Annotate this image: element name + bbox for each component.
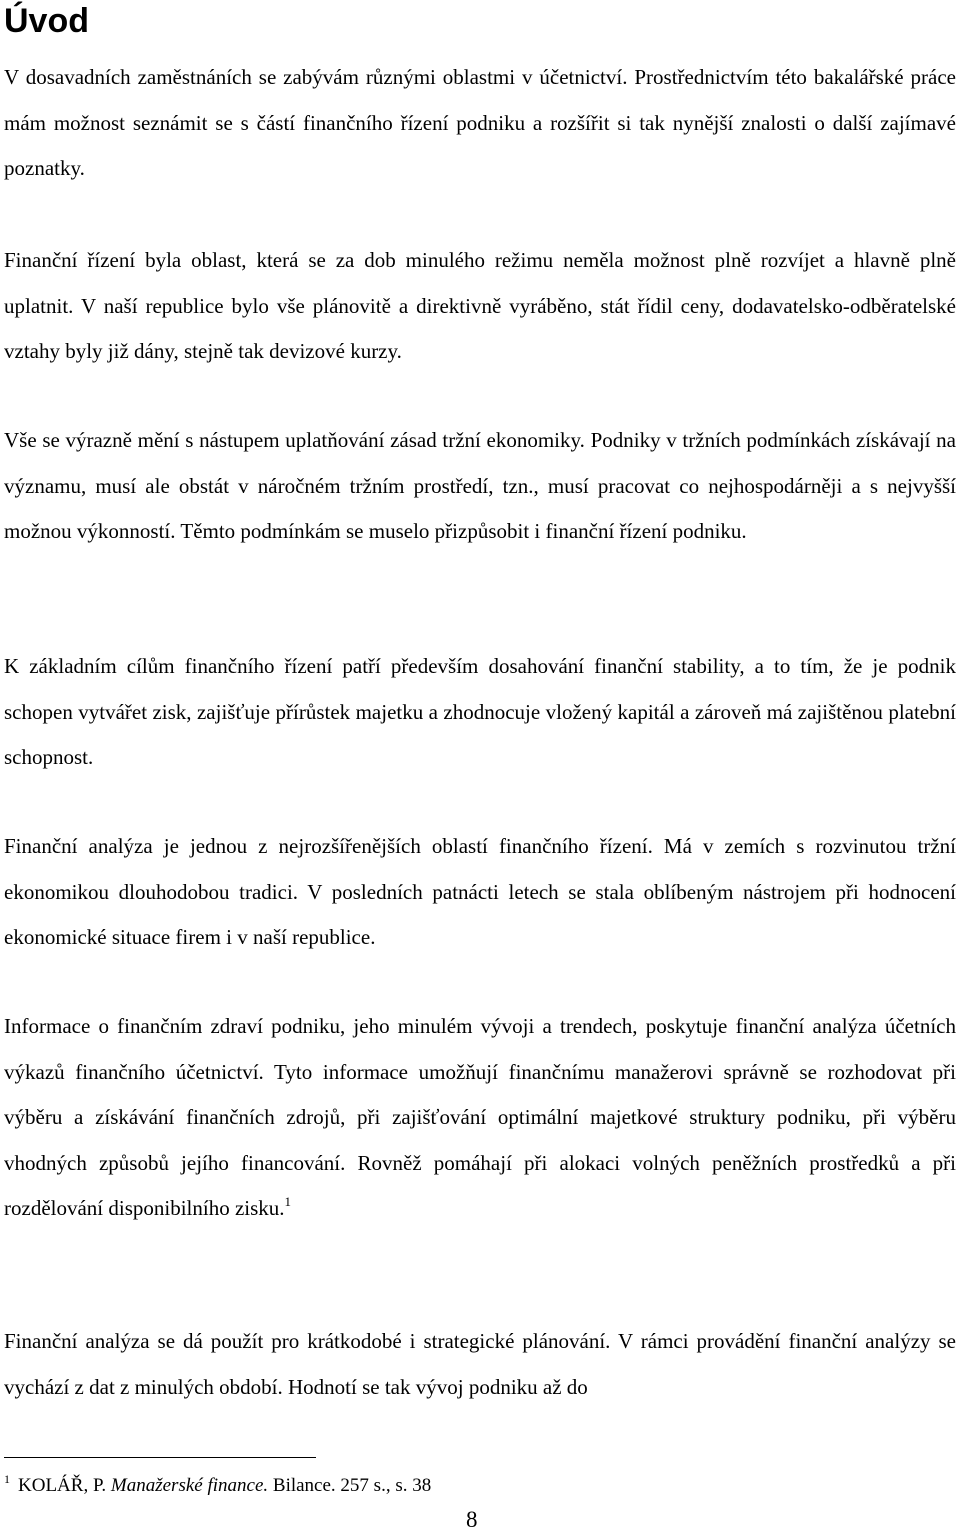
paragraph-financial-analysis: Finanční analýza je jednou z nejrozšířenějších oblastí finančního řízení. Má v zemích s rozvinutou tržní ekonomikou dlouhodobou tradici. V posledních patnácti letech se stala oblíbeným nástrojem při hodnocení ekonomické situace firem i v naší republice. [4, 834, 956, 949]
paragraph-planning: Finanční analýza se dá použít pro krátkodobé i strategické plánování. V rámci provádění finanční analýzy se vychází z dat z minulých období. Hodnotí se tak vývoj podniku až do [4, 1329, 956, 1399]
paragraph-information [4, 1004, 956, 1232]
paragraph-intro: V dosavadních zaměstnáních se zabývám různými oblastmi v účetnictví. Prostřednictvím této bakalářské práce mám možnost seznámit se s částí finančního řízení podniku a rozšířit si tak nynější znalosti o další zajímavé poznatky. [4, 65, 956, 180]
footnote [4, 1474, 431, 1498]
page-heading: Úvod [4, 2, 89, 40]
footnote-separator [4, 1457, 316, 1458]
footnote-author: KOLÁŘ, P. [18, 1475, 107, 1496]
page-number: 8 [466, 1507, 478, 1532]
footnote-details: Bilance. 257 s., s. 38 [272, 1475, 432, 1496]
paragraph-market-economy: Vše se výrazně mění s nástupem uplatňování zásad tržní ekonomiky. Podniky v tržních podmínkách získávají na významu, musí ale obstát v náročném tržním prostředí, tzn., musí pracovat co nejhospodárněji a s nejvyšší možnou výkonností. Těmto podmínkám se muselo přizpůsobit i finanční řízení podniku. [4, 428, 956, 543]
paragraph-financial-management-history: Finanční řízení byla oblast, která se za dob minulého režimu neměla možnost plně rozvíjet a hlavně plně uplatnit. V naší republice bylo vše plánovitě a direktivně vyráběno, stát řídil ceny, dodavatelsko-odběratelské vztahy byly již dány, stejně tak devizové kurzy. [4, 248, 956, 363]
paragraph-goals: K základním cílům finančního řízení patří především dosahování finanční stability, a to tím, že je podnik schopen vytvářet zisk, zajišťuje přírůstek majetku a zhodnocuje vložený kapitál a zároveň má zajištěnou platební schopnost. [4, 654, 956, 769]
footnote-title: Manažerské finance. [110, 1475, 269, 1496]
paragraph-information-text: Informace o finančním zdraví podniku, jeho minulém vývoji a trendech, poskytuje finanční analýza účetních výkazů finančního účetnictví. Tyto informace umožňují finančnímu manažerovi správně se rozhodovat při výběru a získávání finančních zdrojů, při zajišťování optimální majetkové struktury podniku, při výběru vhodných způsobů jejího financování. Rovněž pomáhají při alokaci volných peněžních prostředků a při rozdělování disponibilního zisku. [4, 1014, 956, 1220]
footnote-reference: 1 [284, 1194, 292, 1209]
footnote-mark: 1 [4, 1472, 10, 1486]
